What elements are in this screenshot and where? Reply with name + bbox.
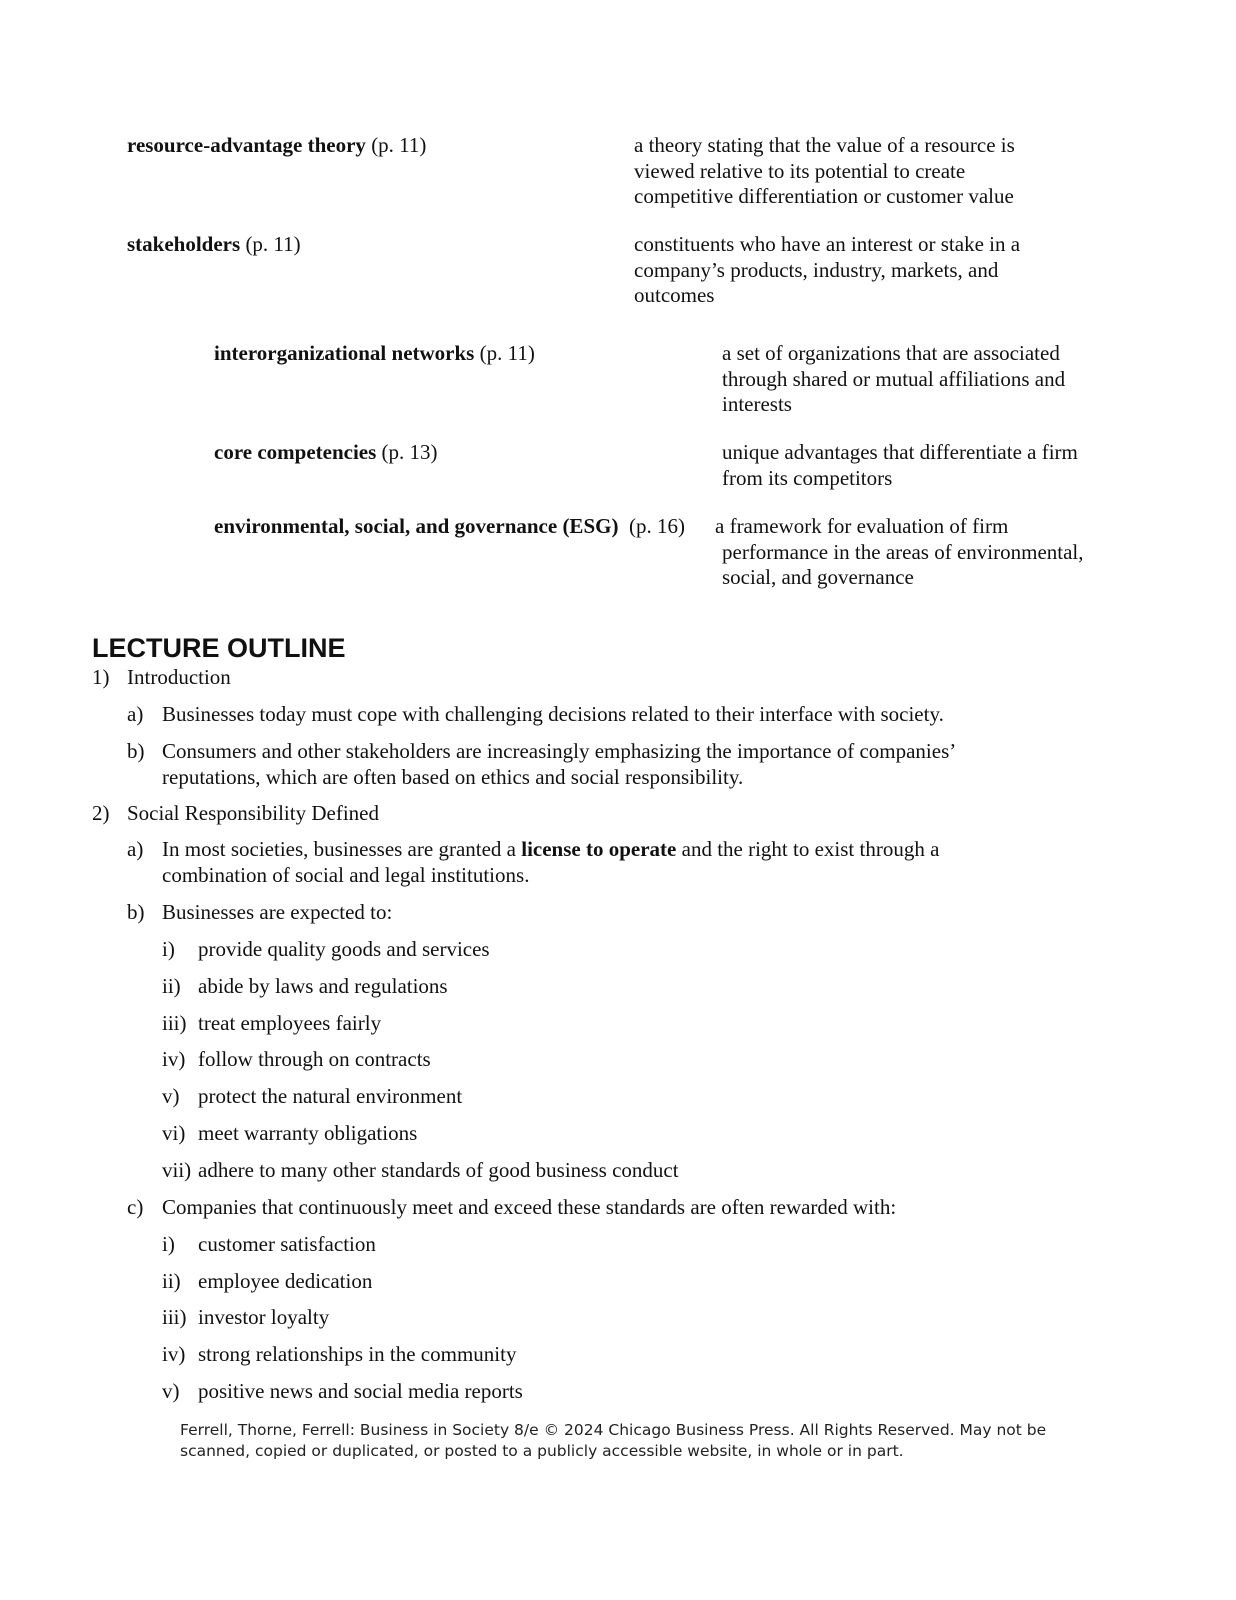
key-term: license to operate xyxy=(521,837,677,861)
term-page: (p. 11) xyxy=(245,232,301,256)
term-name: stakeholders xyxy=(127,232,241,256)
glossary-term xyxy=(214,440,438,465)
term-name: resource-advantage theory xyxy=(127,133,366,157)
outline-marker: iii) xyxy=(162,1011,187,1035)
outline-marker: vi) xyxy=(162,1121,186,1145)
outline-marker: iv) xyxy=(162,1047,186,1071)
glossary-definition: constituents who have an interest or stake in a company’s products, industry, markets, and outcomes xyxy=(634,232,1021,307)
outline-subitem: strong relationships in the community xyxy=(198,1342,517,1366)
outline-marker: b) xyxy=(127,900,145,924)
outline-subitem: positive news and social media reports xyxy=(198,1379,523,1403)
outline-subitem: employee dedication xyxy=(198,1269,373,1293)
outline-marker: v) xyxy=(162,1379,180,1403)
outline-item: Businesses are expected to: xyxy=(162,900,393,924)
glossary-definition: unique advantages that differentiate a firm from its competitors xyxy=(722,440,1078,490)
glossary-definition: a framework for evaluation of firm performance in the areas of environmental, social, and governance xyxy=(715,514,1084,589)
outline-marker: iv) xyxy=(162,1342,186,1366)
outline-item xyxy=(162,837,977,888)
outline-marker: iii) xyxy=(162,1305,187,1329)
outline-marker: c) xyxy=(127,1195,144,1219)
outline-marker: ii) xyxy=(162,1269,181,1293)
term-name: interorganizational networks xyxy=(214,341,475,365)
glossary-term xyxy=(214,341,535,366)
outline-marker: v) xyxy=(162,1084,180,1108)
outline-marker: ii) xyxy=(162,974,181,998)
outline-subitem: abide by laws and regulations xyxy=(198,974,448,998)
item-text: In most societies, businesses are granted a xyxy=(162,837,522,861)
outline-item: Companies that continuously meet and exceed these standards are often rewarded with: xyxy=(162,1195,897,1219)
outline-item: Businesses today must cope with challenging decisions related to their interface with society. xyxy=(162,702,944,726)
term-name: core competencies xyxy=(214,440,377,464)
outline-section-title: Introduction xyxy=(127,665,231,689)
outline-marker: vii) xyxy=(162,1158,192,1182)
term-page: (p. 11) xyxy=(479,341,535,365)
outline-marker: 2) xyxy=(92,801,110,825)
outline-marker: i) xyxy=(162,937,175,961)
outline-item: Consumers and other stakeholders are increasingly emphasizing the importance of companies’ reputations, which are often based on ethics and social responsibility. xyxy=(162,739,955,789)
outline-marker: b) xyxy=(127,739,145,763)
term-name: environmental, social, and governance (ESG) xyxy=(214,514,619,538)
glossary-term xyxy=(214,514,685,539)
outline-subitem: provide quality goods and services xyxy=(198,937,490,961)
outline-marker: i) xyxy=(162,1232,175,1256)
outline-subitem: protect the natural environment xyxy=(198,1084,463,1108)
outline-marker: a) xyxy=(127,702,144,726)
term-page: (p. 16) xyxy=(628,514,685,538)
glossary-term xyxy=(127,232,301,257)
glossary-definition: a set of organizations that are associated through shared or mutual affiliations and interests xyxy=(722,341,1066,416)
outline-subitem: treat employees fairly xyxy=(198,1011,382,1035)
section-heading: LECTURE OUTLINE xyxy=(92,633,346,663)
outline-marker: a) xyxy=(127,837,144,861)
glossary-term xyxy=(127,133,426,158)
outline-subitem: customer satisfaction xyxy=(198,1232,376,1256)
outline-marker: 1) xyxy=(92,665,110,689)
term-page: (p. 11) xyxy=(371,133,427,157)
outline-subitem: follow through on contracts xyxy=(198,1047,431,1071)
glossary-definition: a theory stating that the value of a resource is viewed relative to its potential to create competitive differentiation or customer value xyxy=(634,133,1015,208)
outline-subitem: adhere to many other standards of good business conduct xyxy=(198,1158,679,1182)
item-text: and the right to exist through a combination of social and legal institutions. xyxy=(162,837,940,887)
copyright-footer: Ferrell, Thorne, Ferrell: Business in Society 8/e © 2024 Chicago Business Press. All Rights Reserved. May not be scanned, copied or duplicated, or posted to a publicly accessible website, in whole or in part. xyxy=(180,1421,1047,1460)
outline-subitem: investor loyalty xyxy=(198,1305,330,1329)
outline-subitem: meet warranty obligations xyxy=(198,1121,418,1145)
term-page: (p. 13) xyxy=(381,440,438,464)
outline-section-title: Social Responsibility Defined xyxy=(127,801,379,825)
